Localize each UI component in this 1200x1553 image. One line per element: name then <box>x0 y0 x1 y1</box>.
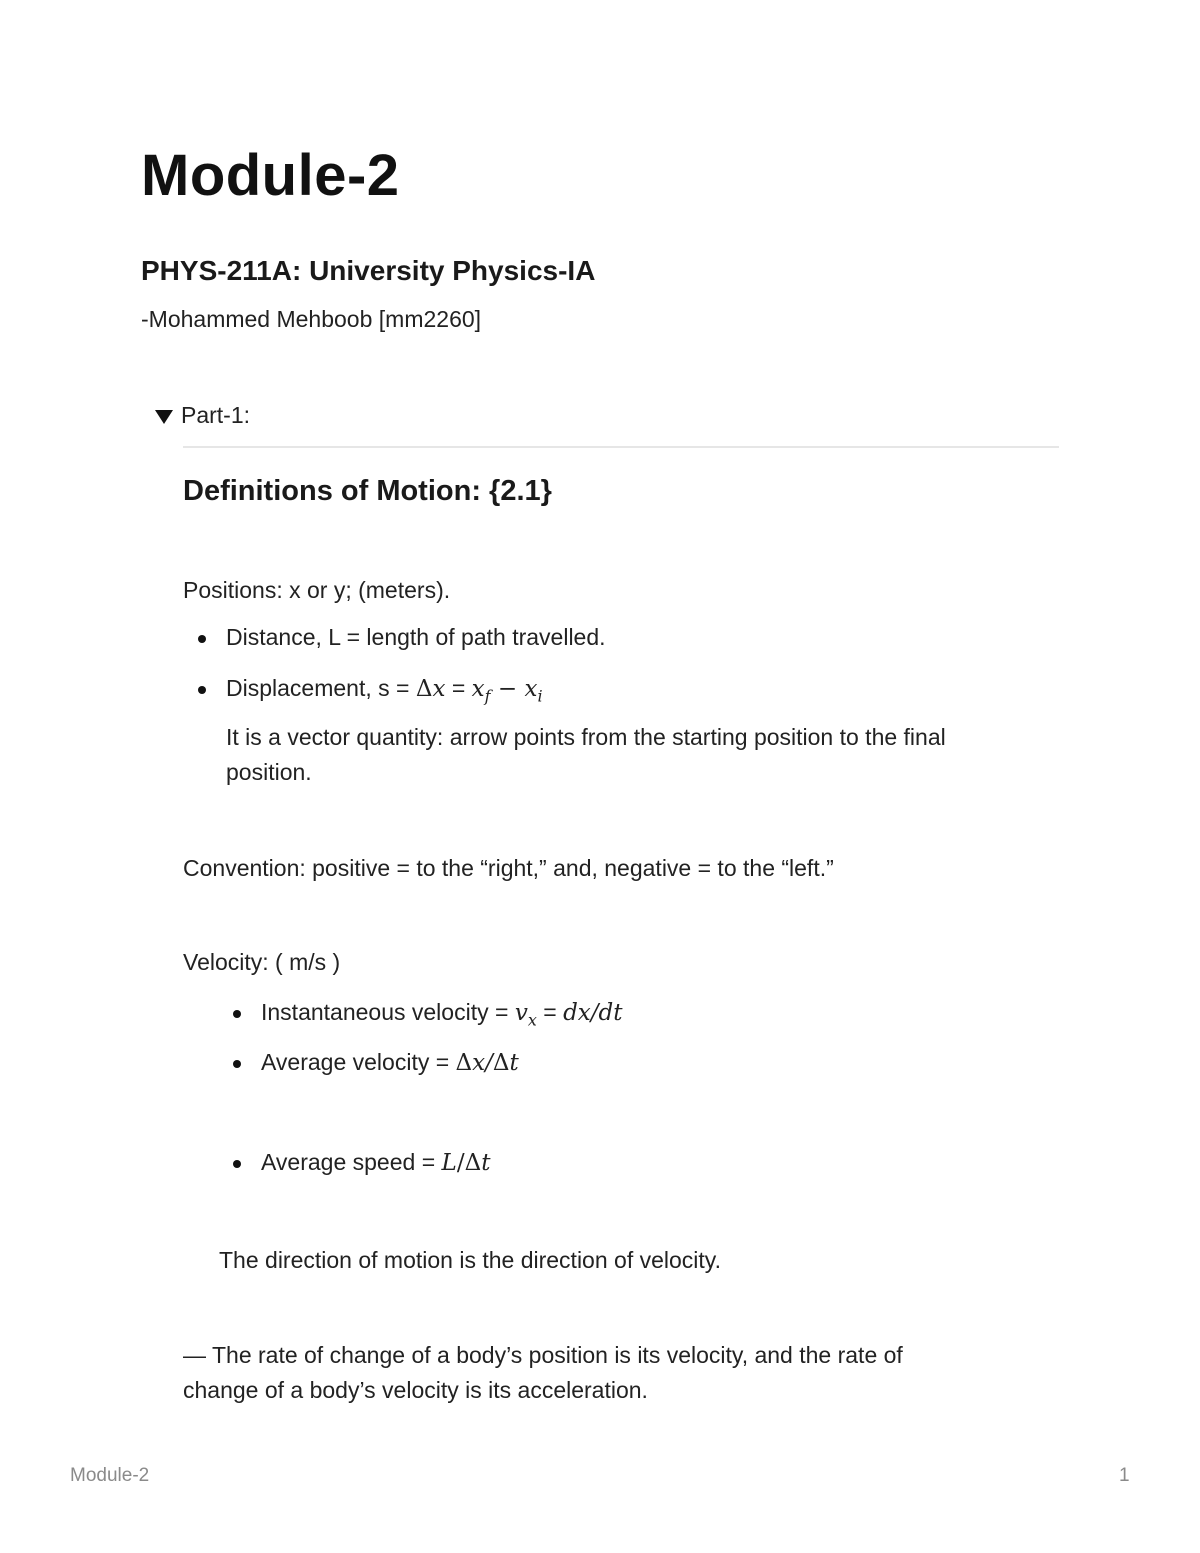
bullet-dot <box>198 686 206 694</box>
bullet-dot <box>233 1010 241 1018</box>
divider <box>183 446 1059 448</box>
page-number: 1 <box>1119 1465 1130 1486</box>
course-title: PHYS-211A: University Physics-IA <box>141 255 596 286</box>
inst-velocity-vx: $v_x$ <box>514 1000 537 1030</box>
avg-velocity-label: Average velocity = <box>261 1049 456 1075</box>
displacement-equals: = <box>445 675 472 701</box>
triangle-down-icon[interactable] <box>155 410 173 424</box>
inst-velocity-dxdt: dx/dt <box>563 1000 623 1026</box>
vector-note-line-1: It is a vector quantity: arrow points from the starting position to the final <box>226 724 946 750</box>
list-item-average-velocity <box>261 1049 519 1076</box>
author-line: -Mohammed Mehboob [mm2260] <box>141 306 482 332</box>
rate-line-2: change of a body’s velocity is its acceleration. <box>183 1377 648 1403</box>
avg-velocity-formula: Δx/Δt <box>455 1050 519 1076</box>
page-title: Module-2 <box>141 143 400 208</box>
avg-speed-label: Average speed = <box>261 1149 442 1175</box>
vector-note-line-2: position. <box>226 759 312 785</box>
displacement-label: Displacement, s = <box>226 675 416 701</box>
footer-label: Module-2 <box>70 1465 150 1486</box>
direction-text: The direction of motion is the direction of velocity. <box>219 1247 721 1273</box>
convention-text: Convention: positive = to the “right,” and, negative = to the “left.” <box>183 855 834 881</box>
section-heading: Definitions of Motion: {2.1} <box>183 475 552 507</box>
bullet-dot <box>233 1160 241 1168</box>
list-item-average-speed <box>261 1149 490 1176</box>
velocity-text: Velocity: ( m/s ) <box>183 949 341 975</box>
toggle-label: Part-1: <box>181 402 251 428</box>
toggle-part-1[interactable] <box>155 402 250 429</box>
inst-velocity-equals: = <box>536 999 564 1025</box>
list-item-displacement <box>226 675 543 706</box>
avg-speed-formula: L/Δt <box>441 1150 491 1176</box>
rate-line-1: — The rate of change of a body’s position is its velocity, and the rate of <box>183 1342 903 1368</box>
displacement-formula: $x_f - x_i$ <box>471 676 543 706</box>
inst-velocity-label: Instantaneous velocity = <box>261 999 515 1025</box>
list-item-instantaneous-velocity <box>261 999 622 1030</box>
positions-text: Positions: x or y; (meters). <box>183 577 451 603</box>
bullet-dot <box>198 635 206 643</box>
bullet-dot <box>233 1060 241 1068</box>
list-item-distance: Distance, L = length of path travelled. <box>226 624 606 650</box>
displacement-delta-x: Δx <box>415 676 446 702</box>
